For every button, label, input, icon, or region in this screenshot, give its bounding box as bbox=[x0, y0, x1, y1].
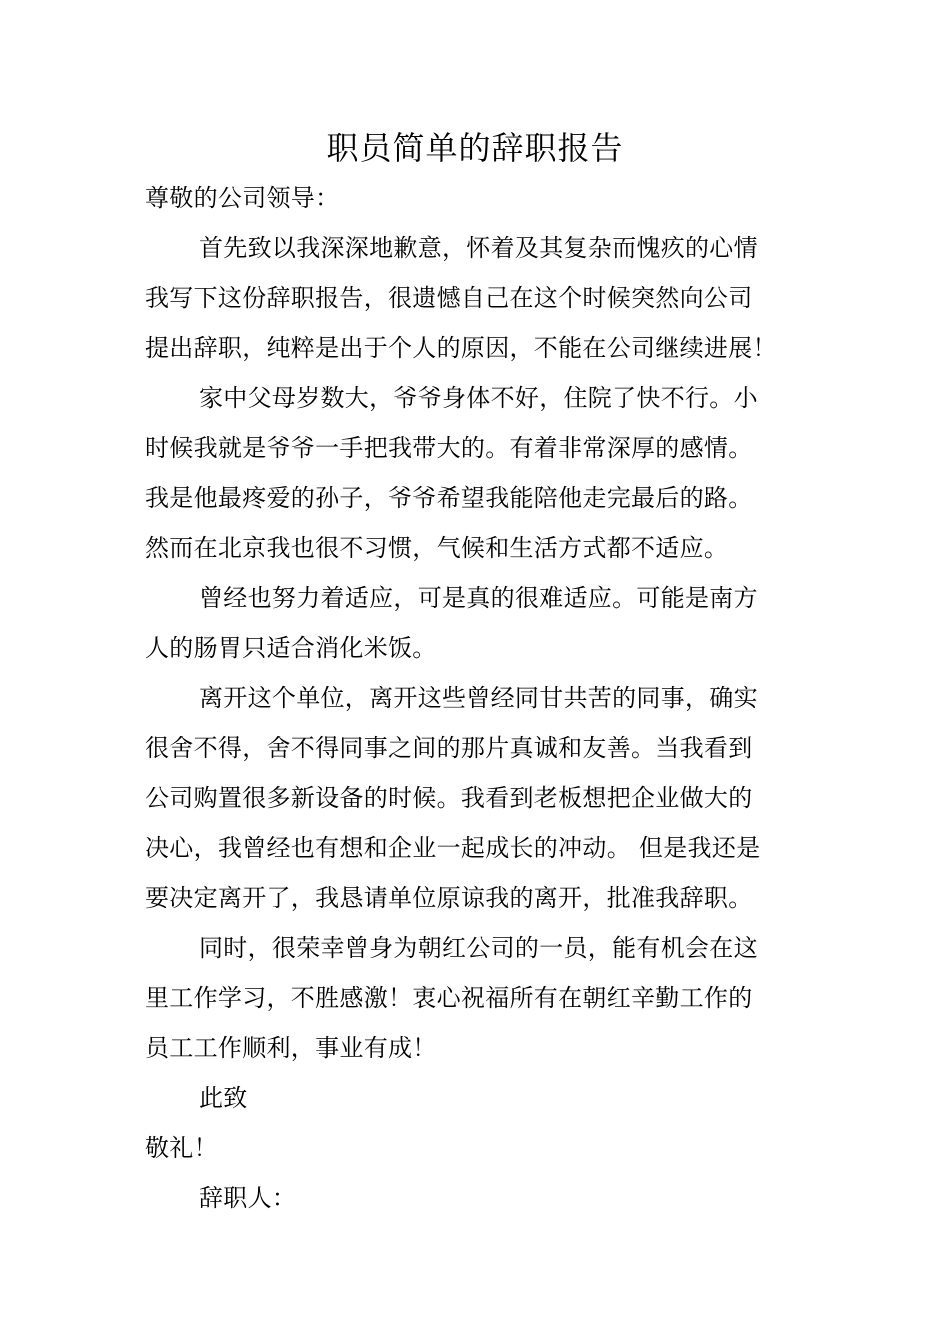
document-title: 职员简单的辞职报告 bbox=[326, 129, 624, 167]
paragraph-5-line-1: 同时，很荣幸曾身为朝红公司的一员，能有机会在这 bbox=[199, 934, 758, 962]
paragraph-1-line-1: 首先致以我深深地歉意，怀着及其复杂而愧疚的心情 bbox=[199, 234, 758, 262]
paragraph-4-line-4: 决心，我曾经也有想和企业一起成长的冲动。 但是我还是 bbox=[145, 834, 761, 862]
paragraph-3-line-2: 人的肠胃只适合消化米饭。 bbox=[145, 634, 437, 662]
paragraph-5-line-2: 里工作学习，不胜感激！衷心祝福所有在朝红辛勤工作的 bbox=[145, 984, 753, 1012]
paragraph-4-line-3: 公司购置很多新设备的时候。我看到老板想把企业做大的 bbox=[145, 784, 753, 812]
greeting: 尊敬的公司领导： bbox=[145, 184, 340, 212]
document-body bbox=[145, 173, 810, 1223]
paragraph-2-line-1: 家中父母岁数大，爷爷身体不好，住院了快不行。小 bbox=[199, 384, 758, 412]
closing-salutation: 此致 bbox=[199, 1084, 248, 1112]
paragraph-1-line-3: 提出辞职，纯粹是出于个人的原因，不能在公司继续进展！ bbox=[145, 334, 777, 362]
signature-label: 辞职人： bbox=[199, 1184, 297, 1212]
paragraph-5-line-3: 员工工作顺利，事业有成！ bbox=[145, 1034, 437, 1062]
paragraph-2-line-3: 我是他最疼爱的孙子，爷爷希望我能陪他走完最后的路。 bbox=[145, 484, 753, 512]
paragraph-2-line-2: 时候我就是爷爷一手把我带大的。有着非常深厚的感情。 bbox=[145, 434, 753, 462]
paragraph-4-line-1: 离开这个单位，离开这些曾经同甘共苦的同事，确实 bbox=[199, 684, 758, 712]
paragraph-3-line-1: 曾经也努力着适应，可是真的很难适应。可能是南方 bbox=[199, 584, 758, 612]
paragraph-4-line-2: 很舍不得，舍不得同事之间的那片真诚和友善。当我看到 bbox=[145, 734, 753, 762]
closing-regards: 敬礼！ bbox=[145, 1134, 218, 1162]
paragraph-2-line-4: 然而在北京我也很不习惯，气候和生活方式都不适应。 bbox=[145, 534, 729, 562]
paragraph-4-line-5: 要决定离开了，我恳请单位原谅我的离开，批准我辞职。 bbox=[145, 884, 753, 912]
paragraph-1-line-2: 我写下这份辞职报告，很遗憾自己在这个时候突然向公司 bbox=[145, 284, 753, 312]
